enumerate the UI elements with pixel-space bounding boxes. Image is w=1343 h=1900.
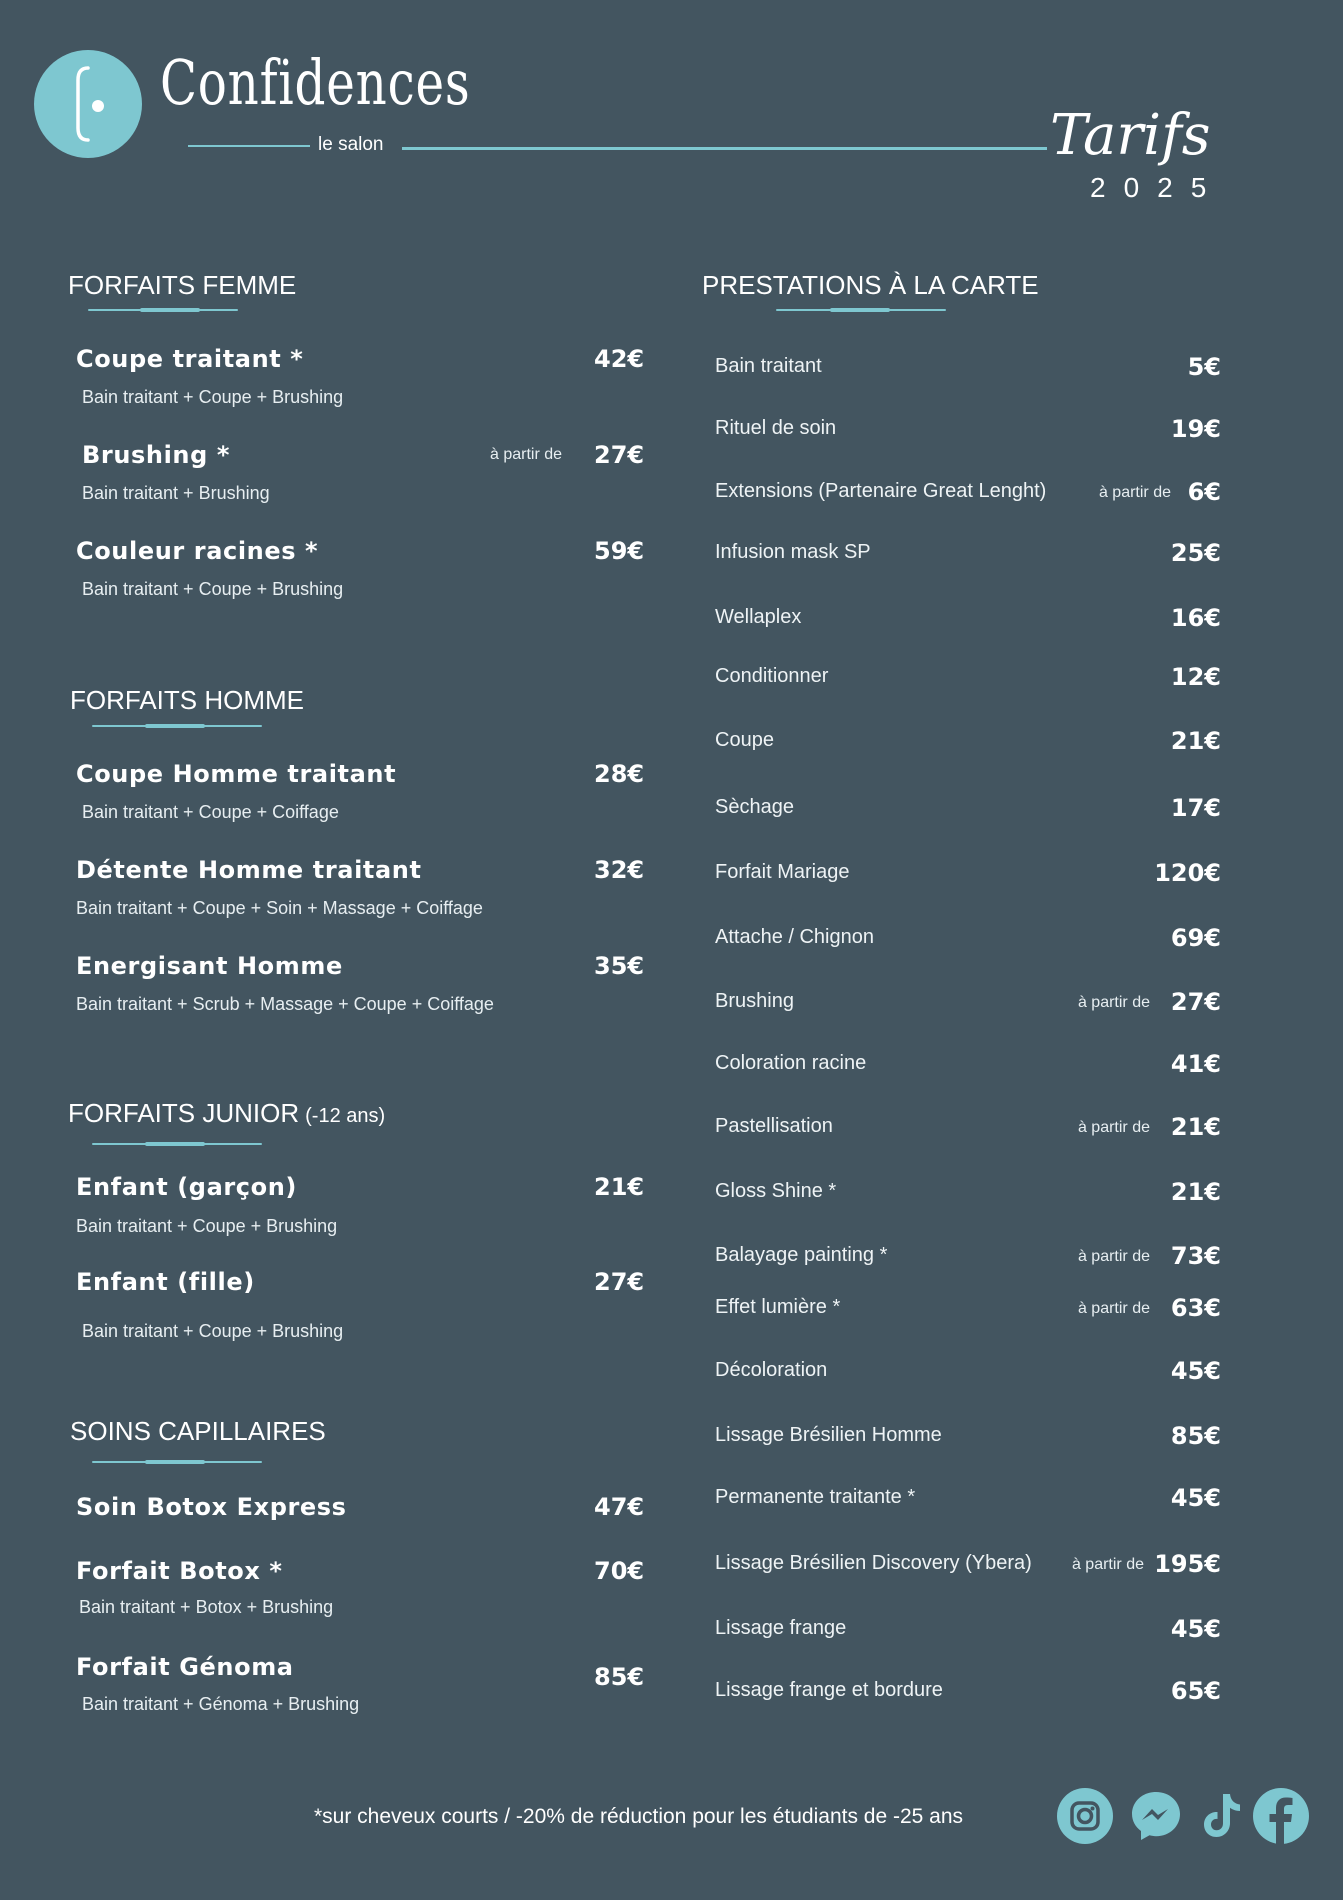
carte-item-price: 12€ bbox=[1170, 663, 1221, 691]
carte-item-price: 45€ bbox=[1170, 1484, 1221, 1512]
page-year: 2025 bbox=[1090, 172, 1225, 203]
footer-note: *sur cheveux courts / -20% de réduction pour les étudiants de -25 ans bbox=[314, 1805, 964, 1828]
logo-c-icon bbox=[34, 50, 142, 158]
header-divider bbox=[402, 147, 1047, 150]
item-price: 47€ bbox=[594, 1493, 645, 1521]
carte-item-name: Attache / Chignon bbox=[715, 926, 874, 948]
from-label: à partir de bbox=[1098, 484, 1171, 501]
item-price: 28€ bbox=[594, 760, 645, 788]
carte-item-name: Infusion mask SP bbox=[715, 541, 871, 563]
item-name: Enfant (garçon) bbox=[76, 1173, 297, 1201]
carte-item-price: 19€ bbox=[1170, 415, 1221, 443]
from-label: à partir de bbox=[490, 446, 563, 463]
carte-item-name: Décoloration bbox=[715, 1359, 828, 1381]
item-price: 27€ bbox=[594, 441, 645, 469]
instagram-icon[interactable] bbox=[1057, 1788, 1113, 1844]
item-desc: Bain traitant + Coupe + Brushing bbox=[76, 1216, 338, 1236]
section-rule-accent bbox=[145, 1460, 205, 1464]
carte-item-price: 63€ bbox=[1170, 1294, 1221, 1322]
carte-item-name: Wellaplex bbox=[715, 606, 802, 628]
item-price: 32€ bbox=[594, 856, 645, 884]
from-label: à partir de bbox=[1077, 1248, 1150, 1265]
item-desc: Bain traitant + Scrub + Massage + Coupe + Coiffage bbox=[76, 994, 494, 1014]
from-label: à partir de bbox=[1071, 1556, 1144, 1573]
item-desc: Bain traitant + Botox + Brushing bbox=[79, 1597, 334, 1617]
item-desc: Bain traitant + Coupe + Brushing bbox=[82, 387, 344, 407]
carte-item-name: Effet lumière * bbox=[715, 1296, 841, 1318]
item-desc: Bain traitant + Coupe + Coiffage bbox=[82, 802, 339, 822]
item-desc: Bain traitant + Brushing bbox=[82, 483, 270, 503]
carte-item-price: 120€ bbox=[1154, 859, 1221, 887]
header-divider-left bbox=[188, 145, 310, 147]
section-title-note: (-12 ans) bbox=[305, 1105, 386, 1127]
tiktok-icon[interactable] bbox=[1194, 1788, 1250, 1844]
carte-item-price: 41€ bbox=[1170, 1050, 1221, 1078]
carte-item-name: Permanente traitante * bbox=[715, 1486, 916, 1508]
section-title-text: FORFAITS JUNIOR bbox=[68, 1098, 300, 1128]
item-price: 35€ bbox=[594, 952, 645, 980]
carte-item-price: 45€ bbox=[1170, 1357, 1221, 1385]
carte-item-price: 6€ bbox=[1187, 478, 1221, 506]
from-label: à partir de bbox=[1077, 1300, 1150, 1317]
item-name: Enfant (fille) bbox=[76, 1268, 255, 1296]
carte-item-name: Brushing bbox=[715, 990, 794, 1012]
item-name: Détente Homme traitant bbox=[76, 856, 422, 884]
carte-item-price: 27€ bbox=[1170, 988, 1221, 1016]
carte-item-name: Lissage frange et bordure bbox=[715, 1679, 943, 1701]
carte-item-price: 65€ bbox=[1170, 1677, 1221, 1705]
carte-item-price: 21€ bbox=[1170, 1113, 1221, 1141]
carte-item-name: Gloss Shine * bbox=[715, 1180, 837, 1202]
from-label: à partir de bbox=[1077, 1119, 1150, 1136]
carte-item-price: 25€ bbox=[1170, 539, 1221, 567]
carte-item-price: 16€ bbox=[1170, 604, 1221, 632]
from-label: à partir de bbox=[1077, 994, 1150, 1011]
item-name: Brushing * bbox=[82, 441, 230, 469]
carte-item-name: Lissage Brésilien Discovery (Ybera) bbox=[715, 1552, 1032, 1574]
item-desc: Bain traitant + Génoma + Brushing bbox=[82, 1694, 360, 1714]
item-price: 21€ bbox=[594, 1173, 645, 1201]
brand-subtitle: le salon bbox=[318, 134, 384, 155]
carte-item-name: Lissage frange bbox=[715, 1617, 847, 1639]
carte-item-price: 21€ bbox=[1170, 1178, 1221, 1206]
carte-item-name: Forfait Mariage bbox=[715, 861, 850, 883]
item-name: Coupe Homme traitant bbox=[76, 760, 397, 788]
carte-item-price: 21€ bbox=[1170, 727, 1221, 755]
item-name: Coupe traitant * bbox=[76, 345, 304, 373]
page-title: Tarifs bbox=[1050, 103, 1211, 168]
item-name: Energisant Homme bbox=[76, 952, 343, 980]
item-price: 85€ bbox=[594, 1663, 645, 1691]
logo-mark bbox=[34, 50, 142, 158]
brand-name: Confidences bbox=[160, 46, 471, 119]
section-title-carte: PRESTATIONS À LA CARTE bbox=[702, 270, 1039, 300]
section-title-homme: FORFAITS HOMME bbox=[70, 685, 304, 715]
item-name: Forfait Génoma bbox=[76, 1653, 294, 1681]
carte-item-price: 17€ bbox=[1170, 794, 1221, 822]
carte-item-name: Extensions (Partenaire Great Lenght) bbox=[715, 480, 1047, 502]
carte-item-name: Conditionner bbox=[715, 665, 829, 687]
carte-item-name: Balayage painting * bbox=[715, 1244, 888, 1266]
carte-item-name: Pastellisation bbox=[715, 1115, 833, 1137]
section-rule-accent bbox=[145, 1142, 205, 1146]
item-name: Soin Botox Express bbox=[76, 1493, 347, 1521]
section-title-femme: FORFAITS FEMME bbox=[68, 270, 297, 300]
item-price: 70€ bbox=[594, 1557, 645, 1585]
carte-item-price: 45€ bbox=[1170, 1615, 1221, 1643]
item-desc: Bain traitant + Coupe + Soin + Massage + Coiffage bbox=[76, 898, 483, 918]
section-rule-accent bbox=[140, 308, 200, 312]
carte-item-name: Coloration racine bbox=[715, 1052, 867, 1074]
carte-item-price: 69€ bbox=[1170, 924, 1221, 952]
item-price: 27€ bbox=[594, 1268, 645, 1296]
carte-item-price: 195€ bbox=[1154, 1550, 1221, 1578]
section-rule-accent bbox=[830, 308, 890, 312]
item-name: Couleur racines * bbox=[76, 537, 319, 565]
section-title-junior bbox=[68, 1098, 385, 1129]
carte-item-price: 85€ bbox=[1170, 1422, 1221, 1450]
item-name: Forfait Botox * bbox=[76, 1557, 283, 1585]
carte-item-name: Coupe bbox=[715, 729, 774, 751]
section-rule-accent bbox=[145, 724, 205, 728]
item-desc: Bain traitant + Coupe + Brushing bbox=[82, 579, 344, 599]
carte-item-name: Bain traitant bbox=[715, 355, 822, 377]
item-price: 59€ bbox=[594, 537, 645, 565]
carte-item-name: Rituel de soin bbox=[715, 417, 837, 439]
carte-item-name: Lissage Brésilien Homme bbox=[715, 1424, 942, 1446]
carte-item-price: 5€ bbox=[1187, 353, 1221, 381]
messenger-icon[interactable] bbox=[1128, 1788, 1184, 1844]
facebook-icon[interactable] bbox=[1253, 1788, 1309, 1844]
section-title-soins: SOINS CAPILLAIRES bbox=[70, 1416, 326, 1446]
item-desc: Bain traitant + Coupe + Brushing bbox=[82, 1321, 344, 1341]
carte-item-price: 73€ bbox=[1170, 1242, 1221, 1270]
carte-item-name: Sèchage bbox=[715, 796, 794, 818]
item-price: 42€ bbox=[594, 345, 645, 373]
